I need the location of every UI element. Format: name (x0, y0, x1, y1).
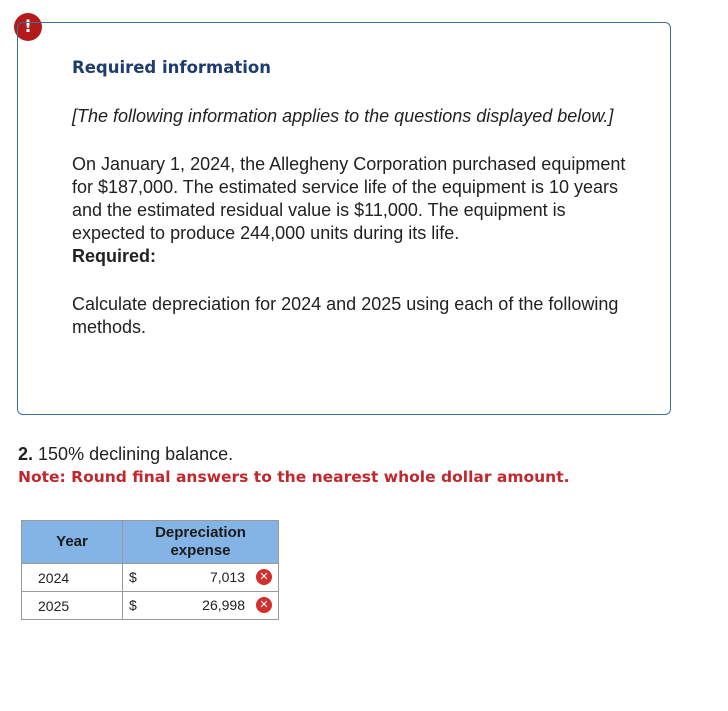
currency-symbol: $ (129, 569, 137, 585)
info-title: Required information (72, 58, 271, 77)
depreciation-input-cell[interactable] (123, 564, 279, 592)
question-text: 150% declining balance. (38, 444, 234, 464)
alert-exclamation-icon: ! (14, 13, 42, 41)
info-content (72, 56, 632, 339)
depreciation-input-cell[interactable] (123, 592, 279, 620)
required-information-box (17, 22, 671, 415)
table-row (22, 564, 279, 592)
info-note: [The following information applies to the questions displayed below.] (72, 106, 614, 126)
question-number: 2. (18, 444, 34, 464)
currency-symbol: $ (129, 597, 137, 613)
depreciation-expense-header: Depreciation expense (123, 521, 279, 564)
depreciation-value[interactable]: 7,013 (209, 569, 245, 585)
table-row (22, 592, 279, 620)
year-header: Year (22, 521, 123, 564)
year-cell: 2024 (22, 564, 123, 592)
depreciation-value[interactable]: 26,998 (202, 597, 245, 613)
incorrect-x-icon: ✕ (256, 597, 272, 613)
info-instruction: Calculate depreciation for 2024 and 2025 using each of the following methods. (72, 294, 619, 337)
info-body: On January 1, 2024, the Allegheny Corporation purchased equipment for $187,000. The estimated service life of the equipment is 10 years and the estimated residual value is $11,000. The equipment is expected to produce 244,000 units during its life. (72, 154, 626, 243)
rounding-note: Note: Round final answers to the nearest whole dollar amount. (18, 468, 570, 486)
incorrect-x-icon: ✕ (256, 569, 272, 585)
question-line (18, 443, 708, 466)
question-block (18, 443, 708, 489)
year-cell: 2025 (22, 592, 123, 620)
depreciation-table (21, 520, 279, 620)
required-label: Required: (72, 246, 157, 266)
